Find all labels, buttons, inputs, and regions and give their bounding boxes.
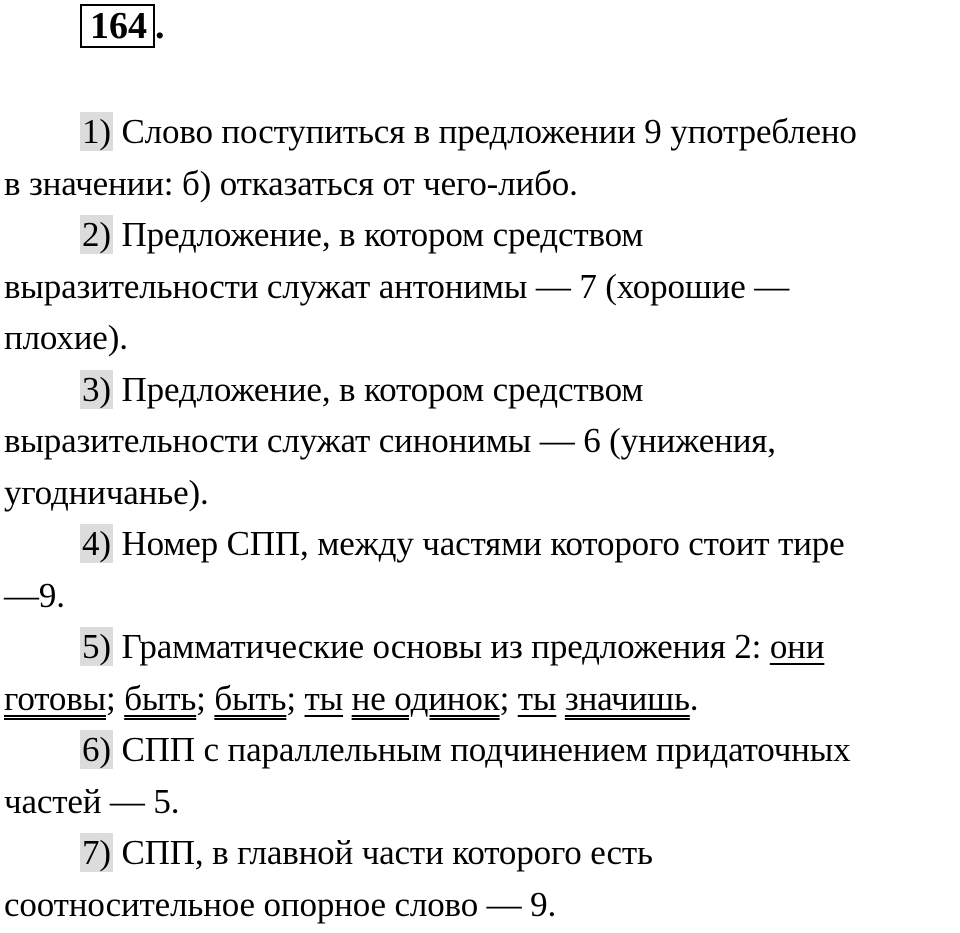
answer-1-text-1: Слово поступиться в предложении 9 употреблено [121, 112, 857, 151]
answer-5-number: 5) [82, 627, 111, 666]
answer-2-line-3: плохие). [4, 318, 128, 357]
answer-6-text-1: СПП с параллельным подчинением придаточных [121, 730, 851, 769]
answer-7-number: 7) [82, 833, 111, 872]
predicate-byt-2: быть [214, 678, 287, 718]
answer-3-line-3: угодничанье). [4, 472, 209, 512]
answer-7-line-1 [4, 827, 960, 879]
answer-1-line-1 [4, 106, 960, 158]
answer-3-line-2: выразительности служат синонимы — 6 (унижения, [4, 421, 776, 460]
answer-5-line-2 [4, 673, 960, 725]
separator-1: ; [106, 678, 116, 718]
sentence-end: . [689, 678, 699, 718]
task-number [80, 4, 165, 48]
answer-7-text-1: СПП, в главной части которого есть [121, 833, 653, 872]
answer-6-number: 6) [82, 730, 111, 769]
predicate-byt-1: быть [124, 678, 197, 718]
answer-2-line-2: выразительности служат антонимы — 7 (хорошие — [4, 266, 790, 306]
answer-1 [4, 106, 960, 209]
answer-3-text-1: Предложение, в котором средством [121, 369, 644, 409]
answer-5-line-1 [4, 621, 960, 673]
predicate-ne-odinok: не одинок [351, 678, 500, 718]
task-number-dot: . [155, 5, 165, 47]
answer-2 [4, 209, 960, 364]
answer-3-number: 3) [82, 369, 111, 409]
answer-1-number: 1) [82, 112, 111, 151]
answer-4-line-2: —9. [4, 575, 65, 615]
separator-4: ; [499, 678, 510, 718]
subject-ty-2: ты [517, 678, 557, 718]
separator-2: ; [196, 678, 206, 718]
answer-2-text-1: Предложение, в котором средством [121, 215, 644, 254]
answer-6-line-1 [4, 724, 960, 776]
answer-3 [4, 364, 960, 519]
answer-4 [4, 518, 960, 621]
predicate-gotovy: готовы [4, 678, 106, 718]
answer-2-line-1 [4, 209, 960, 261]
answer-4-line-1 [4, 518, 960, 570]
answer-4-number: 4) [82, 524, 111, 563]
subject-ty-1: ты [304, 678, 344, 718]
answer-4-text-1: Номер СПП, между частями которого стоит тире [121, 524, 845, 563]
answer-2-number: 2) [82, 215, 111, 254]
answers-list [4, 106, 960, 930]
answer-6 [4, 724, 960, 827]
answer-5-intro: Грамматические основы из предложения 2: [121, 627, 762, 666]
answer-7 [4, 827, 960, 930]
answer-3-line-1 [4, 364, 960, 416]
answer-5 [4, 621, 960, 724]
answer-7-line-2: соотносительное опорное слово — 9. [4, 884, 557, 924]
answer-6-line-2: частей — 5. [4, 781, 180, 821]
task-number-box: 164 [80, 4, 155, 48]
separator-3: ; [286, 678, 296, 718]
answer-1-line-2: в значении: б) отказаться от чего-либо. [4, 163, 578, 203]
predicate-znachish: значишь [564, 678, 690, 718]
subject-oni: они [769, 627, 825, 666]
